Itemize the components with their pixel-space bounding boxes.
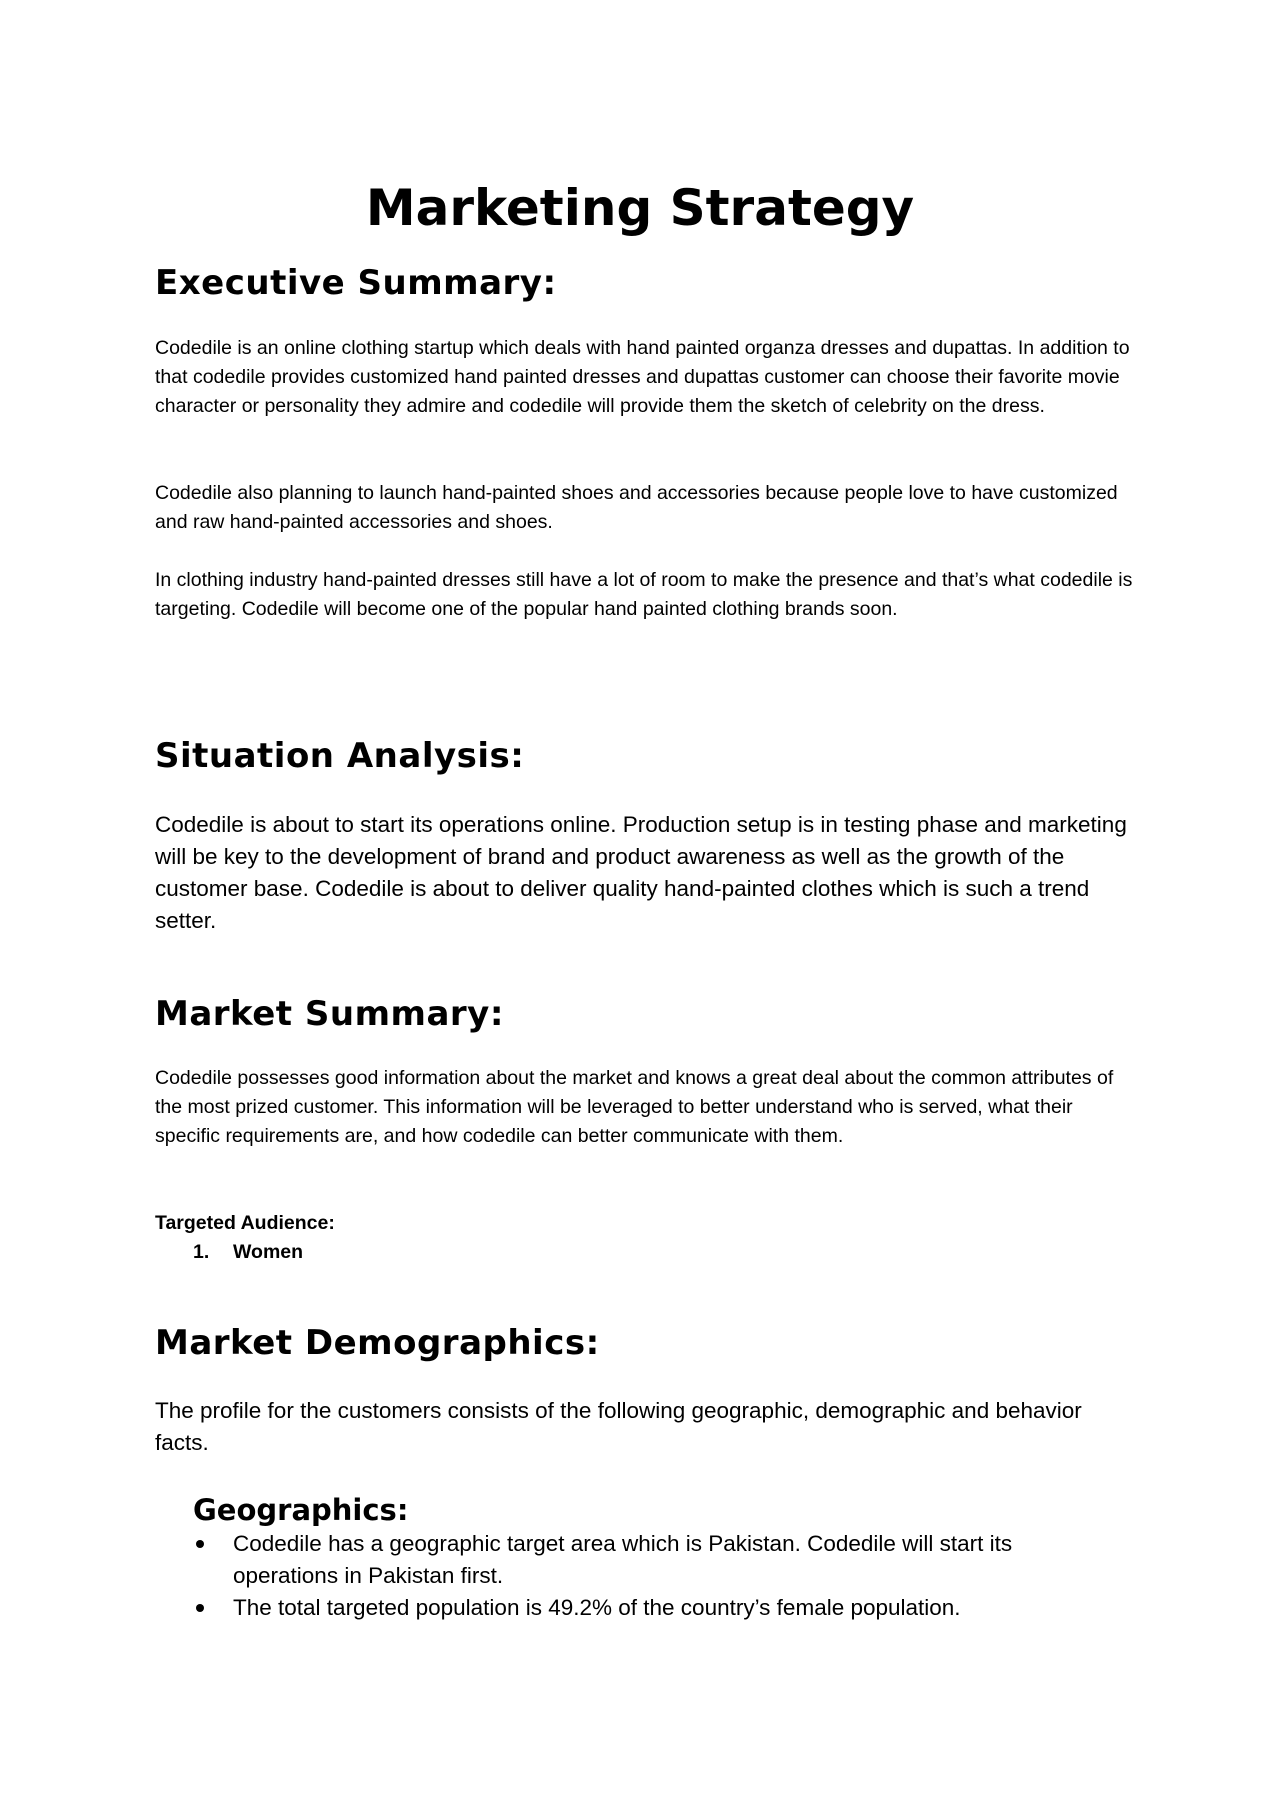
situation-analysis-paragraph: Codedile is about to start its operations online. Production setup is in testing phase and marketing will be key to the development of brand and product awareness as well as the growth of the customer base. Codedile is about to deliver quality hand-painted clothes which is such a trend setter. — [155, 812, 1127, 933]
list-item-text: The total targeted population is 49.2% of the country’s female population. — [233, 1595, 961, 1620]
executive-summary-heading: Executive Summary: — [155, 263, 557, 303]
geographics-heading: Geographics: — [193, 1493, 409, 1527]
list-item-label: Women — [233, 1241, 304, 1263]
list-item — [193, 1238, 303, 1267]
geographics-list — [193, 1528, 1093, 1624]
targeted-audience-label: Targeted Audience: — [155, 1212, 335, 1234]
executive-summary-paragraph-3: In clothing industry hand-painted dresses still have a lot of room to make the presence and that’s what codedile is targeting. Codedile will become one of the popular hand painted clothing brands soon. — [155, 569, 1133, 620]
list-item — [193, 1592, 1093, 1624]
bullet-icon — [196, 1604, 204, 1612]
situation-analysis-heading: Situation Analysis: — [155, 736, 525, 776]
market-summary-heading: Market Summary: — [155, 994, 504, 1034]
executive-summary-paragraph-1: Codedile is an online clothing startup which deals with hand painted organza dresses and dupattas. In addition to that codedile provides customized hand painted dresses and dupattas customer can choose their favorite movie character or personality they admire and codedile will provide them the sketch of celebrity on the dress. — [155, 337, 1130, 417]
market-demographics-heading: Market Demographics: — [155, 1323, 600, 1363]
list-item — [193, 1528, 1093, 1592]
list-item-number: 1. — [193, 1241, 210, 1263]
market-summary-paragraph: Codedile possesses good information about the market and knows a great deal about the common attributes of the most prized customer. This information will be leveraged to better understand who is served, what their specific requirements are, and how codedile can better communicate with them. — [155, 1067, 1114, 1147]
bullet-icon — [196, 1540, 204, 1548]
list-item-text: Codedile has a geographic target area which is Pakistan. Codedile will start its operations in Pakistan first. — [233, 1531, 1013, 1588]
executive-summary-paragraph-2: Codedile also planning to launch hand-painted shoes and accessories because people love to have customized and raw hand-painted accessories and shoes. — [155, 482, 1118, 533]
targeted-audience-list — [193, 1238, 303, 1267]
document-title: Marketing Strategy — [365, 179, 915, 237]
market-demographics-paragraph: The profile for the customers consists of the following geographic, demographic and behavior facts. — [155, 1398, 1082, 1455]
